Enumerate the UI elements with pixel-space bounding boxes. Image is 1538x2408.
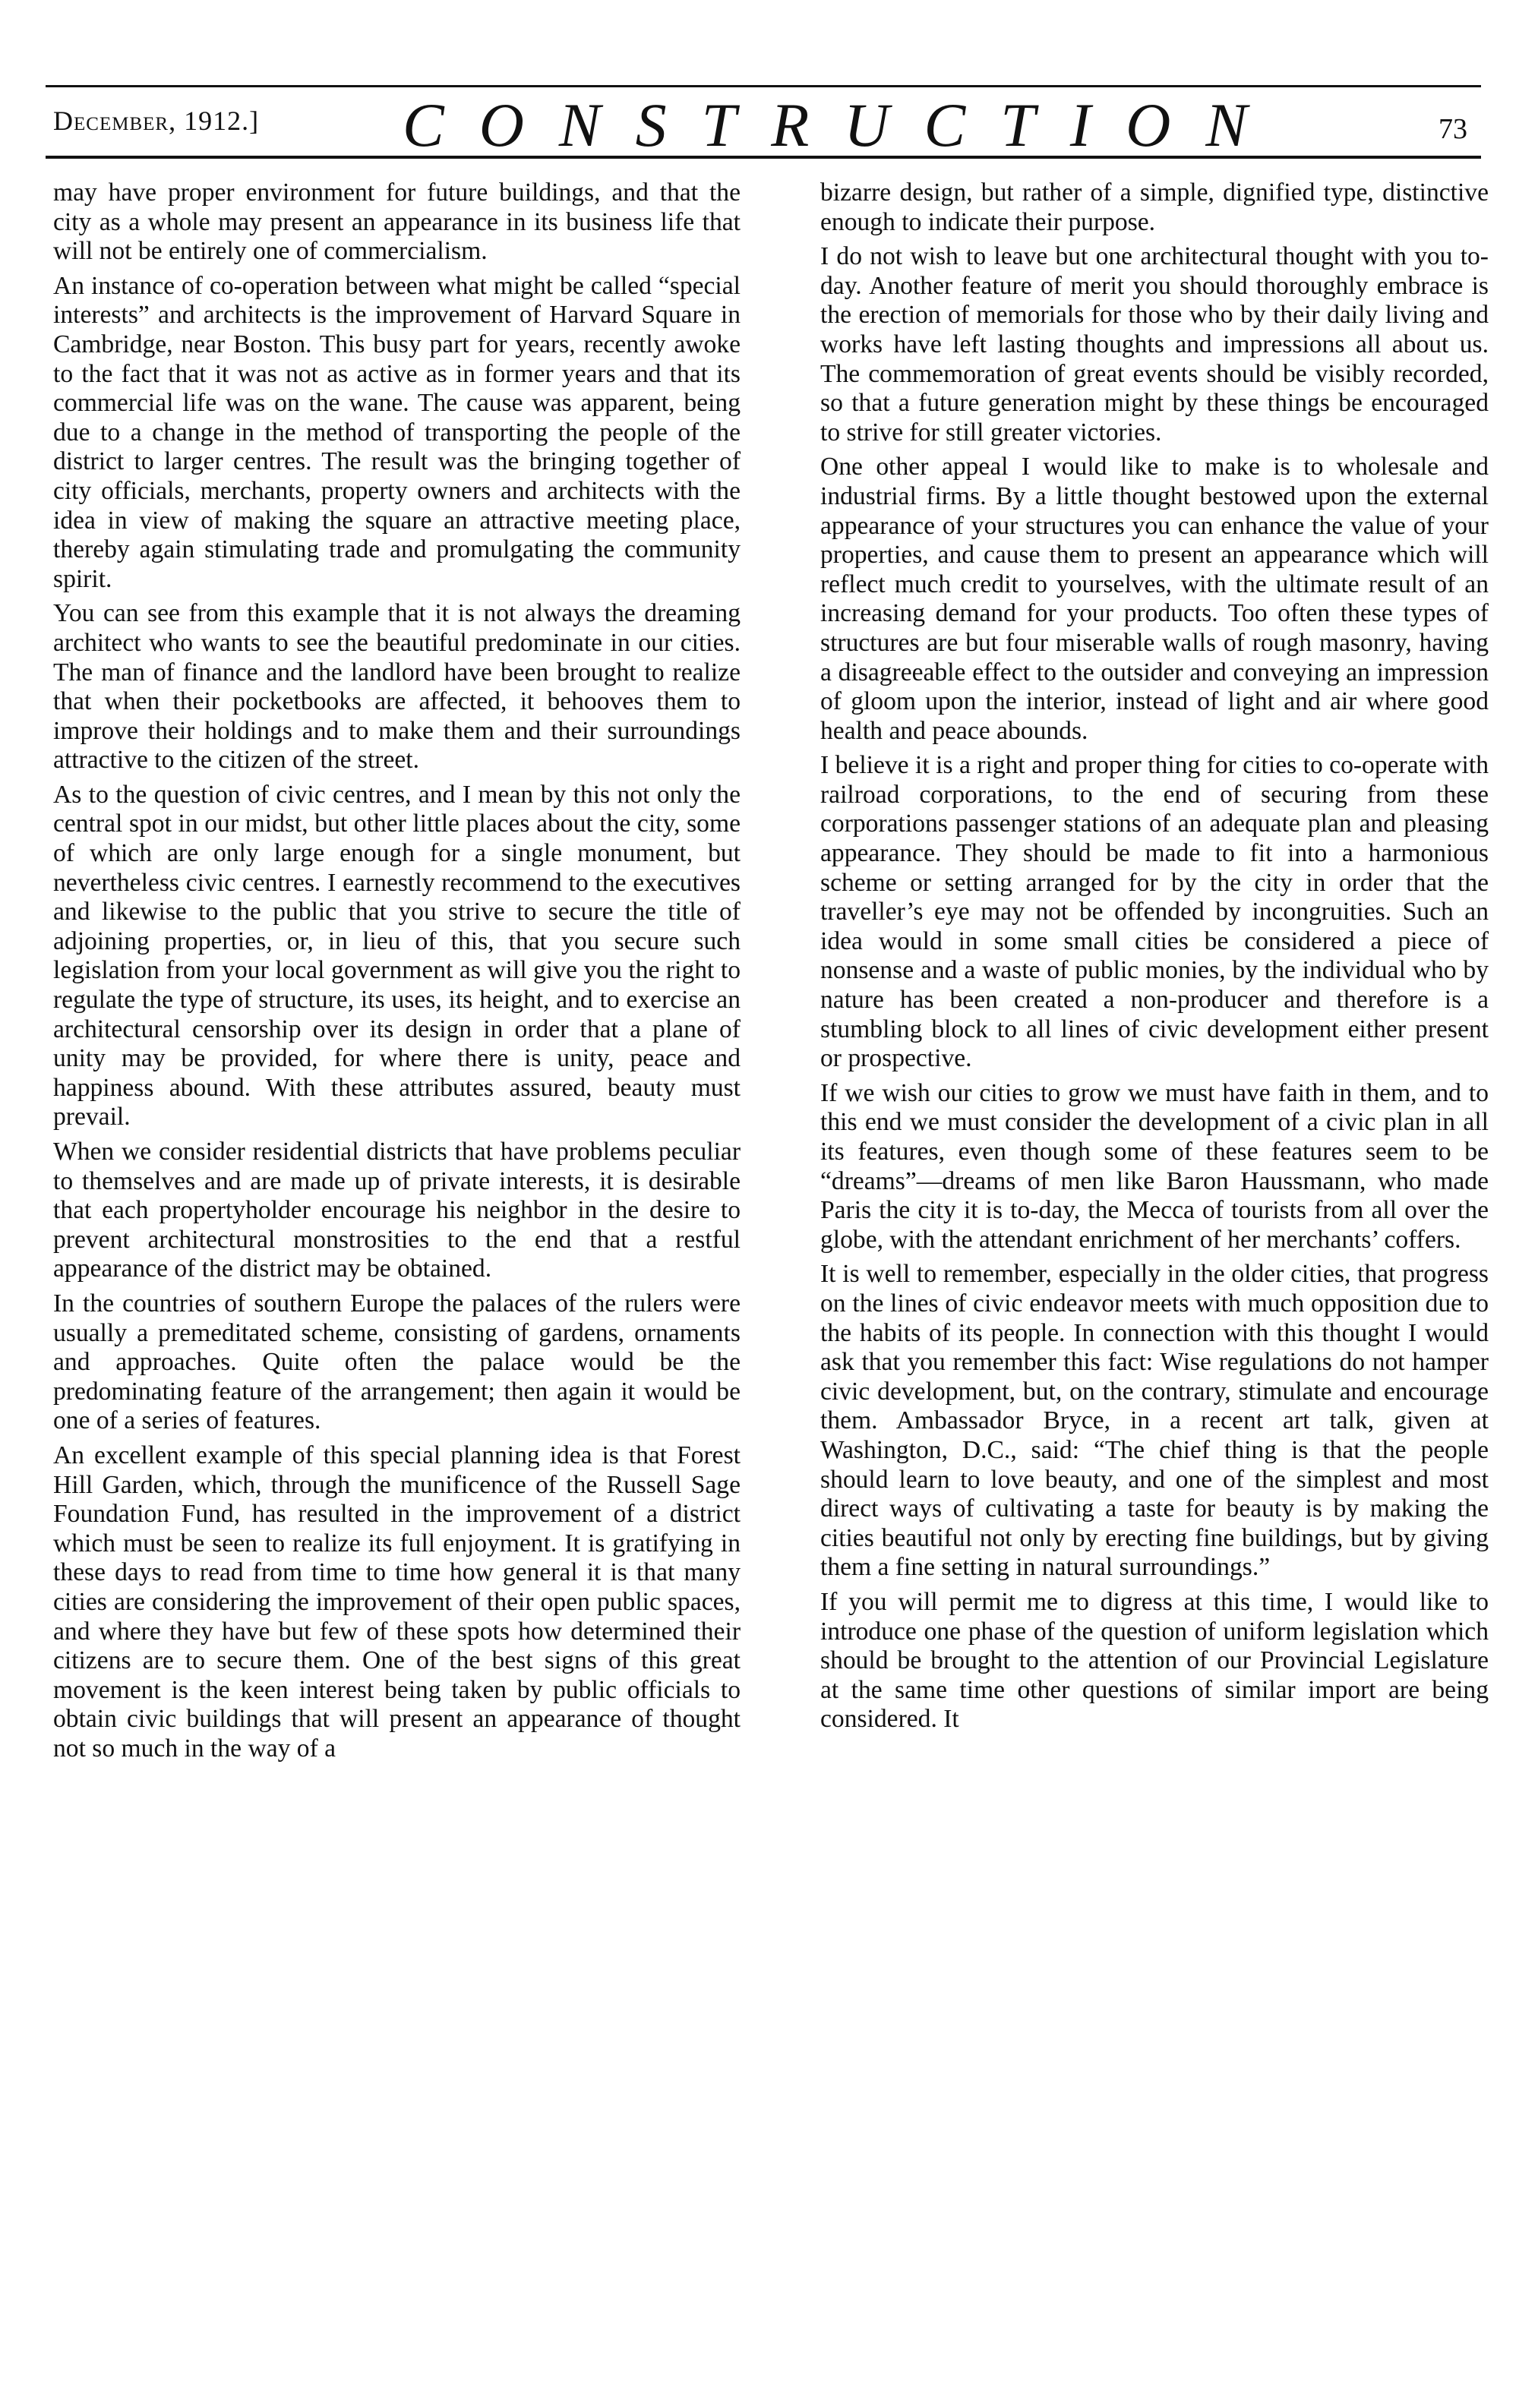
page-header — [53, 91, 1481, 159]
paragraph: When we consider residential districts that have problems peculiar to themselves and are made up of private interests, it is desirable that each propertyholder encourage his neighbor in the desire to prevent architectural monstrosities to the end that a restful appearance of the district may be obtained. — [53, 1138, 741, 1283]
paragraph: If you will permit me to digress at this time, I would like to introduce one phase of the question of uniform legislation which should be brought to the attention of our Provincial Legislature at the same time other questions of similar import are being considered. It — [820, 1587, 1489, 1734]
page-number: 73 — [1439, 113, 1467, 145]
paragraph: I do not wish to leave but one architectural thought with you to-day. Another feature of merit you should thoroughly embrace is the erection of memorials for those who by their daily living and works have left lasting thoughts and impressions all about us. The commemoration of great events should be visibly recorded, so that a future generation might by these things be encouraged to strive for still greater victories. — [820, 242, 1489, 447]
paragraph: I believe it is a right and proper thing for cities to co-operate with railroad corporations, to the end of securing from these corporations passenger stations of an adequate plan and pleasing appearance. They should be made to fit into a harmonious scheme or setting arranged for by the city in order that the traveller’s eye may not be offended by incongruities. Such an idea would in some small cities be considered a piece of nonsense and a waste of public monies, by the individual who by nature has been created a non-producer and therefore is a stumbling block to all lines of civic development either present or prospective. — [820, 751, 1489, 1073]
journal-title: CONSTRUCTION — [403, 90, 1283, 159]
header-bottom-rule — [46, 156, 1481, 159]
paragraph: It is well to remember, especially in the older cities, that progress on the lines of civic endeavor meets with much opposition due to the habits of its people. In connection with this thought I would ask that you remember this fact: Wise regulations do not hamper civic development, but, on the contrary, stimulate and encourage them. Ambassador Bryce, in a recent art talk, given at Washington, D.C., said: “The chief thing is that the people should learn to love beauty, and one of the simplest and most direct ways of cultivating a taste for beauty is by making the cities beautiful not only by erecting fine buildings, but by giving them a fine setting in natural surroundings.” — [820, 1260, 1489, 1582]
right-column — [820, 178, 1489, 1740]
paragraph: You can see from this example that it is not always the dreaming architect who wants to see the beautiful predominate in our cities. The man of finance and the landlord have been brought to realize that when their pocketbooks are affected, it behooves them to improve their holdings and to make them and their surroundings attractive to the citizen of the street. — [53, 599, 741, 775]
paragraph: An instance of co-operation between what might be called “special interests” and architects is the improvement of Harvard Square in Cambridge, near Boston. This busy part for years, recently awoke to the fact that it was not as active as in former years and that its commercial life was on the wane. The cause was apparent, being due to a change in the method of transporting the people of the district to larger centres. The result was the bringing together of city officials, merchants, property owners and architects with the idea in view of making the square an attractive meeting place, thereby again stimulating trade and promulgating the community spirit. — [53, 271, 741, 593]
paragraph: may have proper environment for future buildings, and that the city as a whole may present an appearance in its business life that will not be entirely one of commercialism. — [53, 178, 741, 266]
paragraph: An excellent example of this special planning idea is that Forest Hill Garden, which, through the munificence of the Russell Sage Foundation Fund, has resulted in the improvement of a district which must be seen to realize its full enjoyment. It is gratifying in these days to read from time to time how general it is that many cities are considering the improvement of their open public spaces, and where they have but few of these spots how determined their citizens are to secure them. One of the best signs of this great movement is the keen interest being taken by public officials to obtain civic buildings that will present an appearance of thought not so much in the way of a — [53, 1441, 741, 1763]
left-column — [53, 178, 741, 1769]
paragraph: If we wish our cities to grow we must have faith in them, and to this end we must consider the development of a civic plan in all its features, even though some of these features seem to be “dreams”—dreams of men like Baron Haussmann, who made Paris the city it is to-day, the Mecca of tourists from all over the globe, with the attendant enrichment of her merchants’ coffers. — [820, 1078, 1489, 1254]
issue-date: December, 1912.] — [53, 106, 260, 136]
paragraph: One other appeal I would like to make is to wholesale and industrial firms. By a little thought bestowed upon the external appearance of your structures you can enhance the value of your properties, and cause them to present an appearance which will reflect much credit to yourselves, with the ultimate result of an increasing demand for your products. Too often these types of structures are but four miserable walls of rough masonry, having a disagreeable effect to the outsider and conveying an impression of gloom upon the interior, instead of light and air where good health and peace abounds. — [820, 453, 1489, 745]
paragraph: As to the question of civic centres, and I mean by this not only the central spot in our midst, but other little places about the city, some of which are only large enough for a single monument, but nevertheless civic centres. I earnestly recommend to the executives and likewise to the public that you strive to secure the title of adjoining properties, or, in lieu of this, that you secure such legislation from your local government as will give you the right to regulate the type of structure, its uses, its height, and to exercise an architectural censorship over its design in order that a plane of unity may be provided, for where there is unity, peace and happiness abound. With these attributes assured, beauty must prevail. — [53, 780, 741, 1131]
header-top-rule — [46, 85, 1481, 87]
paragraph: In the countries of southern Europe the palaces of the rulers were usually a premeditated scheme, consisting of gardens, ornaments and approaches. Quite often the palace would be the predominating feature of the arrangement; then again it would be one of a series of features. — [53, 1289, 741, 1435]
paragraph: bizarre design, but rather of a simple, dignified type, distinctive enough to indicate their purpose. — [820, 178, 1489, 236]
